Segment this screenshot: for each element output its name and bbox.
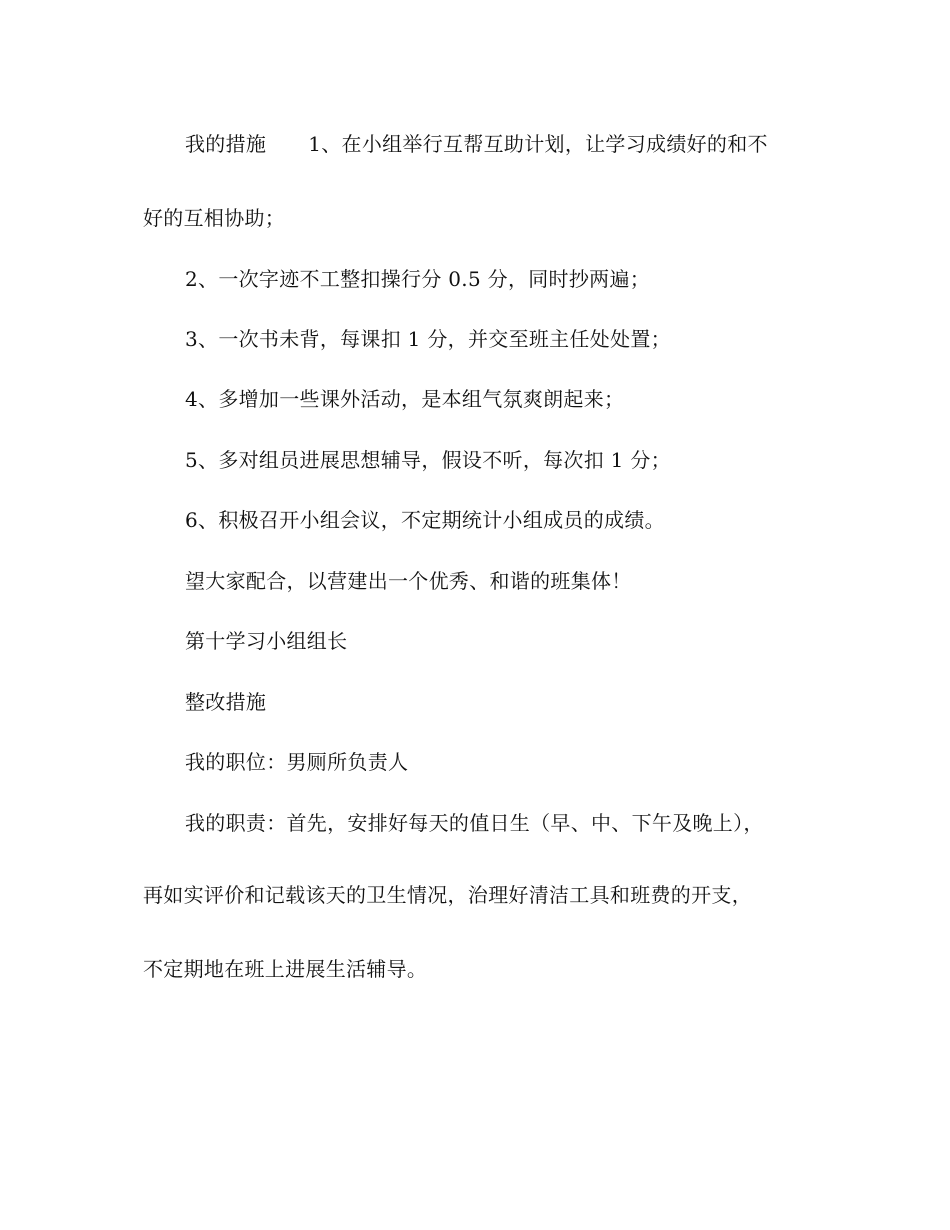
- measure-4: 4、多增加一些课外活动，是本组气氛爽朗起来；: [185, 387, 625, 411]
- signature-line: 第十学习小组组长: [185, 629, 348, 653]
- measures-line: [185, 130, 768, 158]
- measure-5: 5、多对组员进展思想辅导，假设不听，每次扣 1 分；: [185, 448, 671, 472]
- duty-line-3: 不定期地在班上进展生活辅导。: [143, 957, 428, 981]
- section-title: 整改措施: [185, 690, 267, 714]
- measure-6: 6、积极召开小组会议，不定期统计小组成员的成绩。: [185, 508, 665, 532]
- duty-line-2: 再如实评价和记载该天的卫生情况，治理好清洁工具和班费的开支，: [143, 883, 752, 907]
- measures-label: 我的措施: [185, 132, 267, 156]
- position-line: 我的职位：男厕所负责人: [185, 750, 409, 774]
- closing-statement: 望大家配合，以营建出一个优秀、和谐的班集体！: [185, 569, 632, 593]
- measure-2: 2、一次字迹不工整扣操行分 0.5 分，同时抄两遍；: [185, 267, 651, 291]
- measure-1-continuation: 好的互相协助；: [143, 206, 286, 230]
- measure-3: 3、一次书未背，每课扣 1 分，并交至班主任处处置；: [185, 327, 671, 351]
- duty-line-1: 我的职责：首先，安排好每天的值日生（早、中、下午及晚上），: [185, 811, 764, 835]
- measure-1-first-line: 1、在小组举行互帮互助计划，让学习成绩好的和不: [308, 132, 768, 156]
